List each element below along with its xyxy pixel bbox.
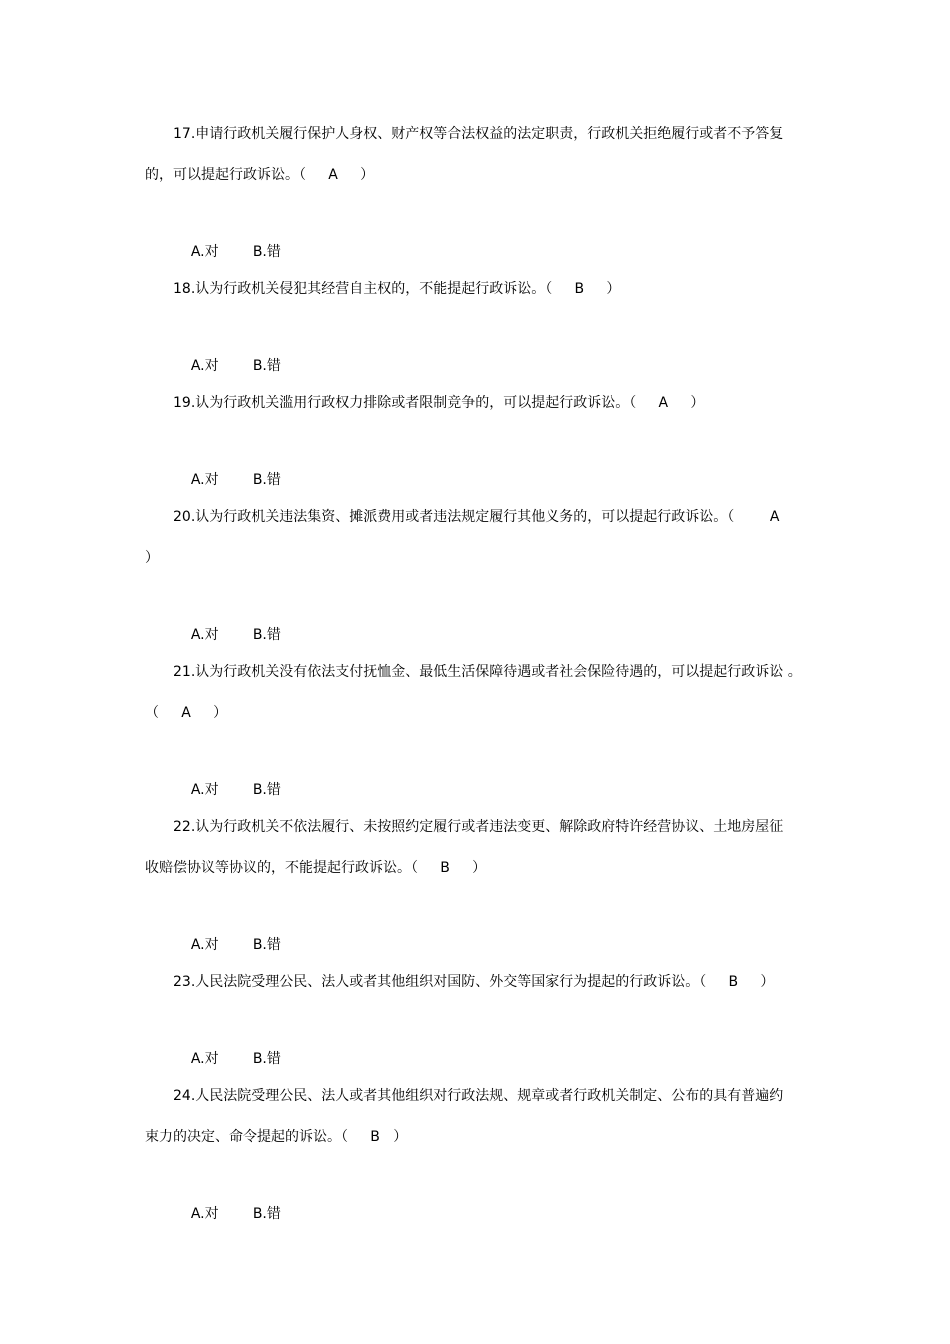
option-b: B.错 — [252, 627, 281, 643]
option-b: B.错 — [252, 244, 281, 260]
option-a: A.对 — [190, 358, 219, 374]
question-22-options — [173, 915, 281, 975]
question-19-options — [173, 450, 281, 510]
question-20-line-2: ） — [145, 550, 159, 566]
option-b: B.错 — [252, 1206, 281, 1222]
option-a: A.对 — [190, 1206, 219, 1222]
question-18-line-1: 18.认为行政机关侵犯其经营自主权的，不能提起行政诉讼。（ B ） — [173, 281, 621, 297]
question-20-line-1: 20.认为行政机关违法集资、摊派费用或者违法规定履行其他义务的，可以提起行政诉讼。（ A — [173, 509, 780, 525]
question-21-options — [173, 760, 281, 820]
question-24-options — [173, 1184, 281, 1244]
option-a: A.对 — [190, 937, 219, 953]
option-b: B.错 — [252, 1051, 281, 1067]
option-b: B.错 — [252, 937, 281, 953]
question-17-line-1: 17.申请行政机关履行保护人身权、财产权等合法权益的法定职责，行政机关拒绝履行或者不予答复 — [173, 126, 784, 142]
option-a: A.对 — [190, 627, 219, 643]
question-22-line-1: 22.认为行政机关不依法履行、未按照约定履行或者违法变更、解除政府特许经营协议、土地房屋征 — [173, 819, 784, 835]
question-21-line-2: （ A ） — [145, 705, 228, 721]
question-17-line-2: 的，可以提起行政诉讼。（ A ） — [145, 167, 375, 183]
question-23-options — [173, 1029, 281, 1089]
question-18-options — [173, 336, 281, 396]
question-22-line-2: 收赔偿协议等协议的，不能提起行政诉讼。（ B ） — [145, 860, 487, 876]
option-a: A.对 — [190, 472, 219, 488]
question-19-line-1: 19.认为行政机关滥用行政权力排除或者限制竞争的，可以提起行政诉讼。（ A ） — [173, 395, 705, 411]
question-24-line-2: 束力的决定、命令提起的诉讼。（ B ） — [145, 1129, 408, 1145]
option-b: B.错 — [252, 782, 281, 798]
question-24-line-1: 24.人民法院受理公民、法人或者其他组织对行政法规、规章或者行政机关制定、公布的具有普遍约 — [173, 1088, 784, 1104]
option-a: A.对 — [190, 782, 219, 798]
question-17-options — [173, 222, 281, 282]
question-23-line-1: 23.人民法院受理公民、法人或者其他组织对国防、外交等国家行为提起的行政诉讼。（ B ） — [173, 974, 775, 990]
option-b: B.错 — [252, 472, 281, 488]
option-a: A.对 — [190, 1051, 219, 1067]
question-21-line-1: 21.认为行政机关没有依法支付抚恤金、最低生活保障待遇或者社会保险待遇的，可以提起行政诉讼 。 — [173, 664, 802, 680]
option-a: A.对 — [190, 244, 219, 260]
question-20-options — [173, 605, 281, 665]
option-b: B.错 — [252, 358, 281, 374]
